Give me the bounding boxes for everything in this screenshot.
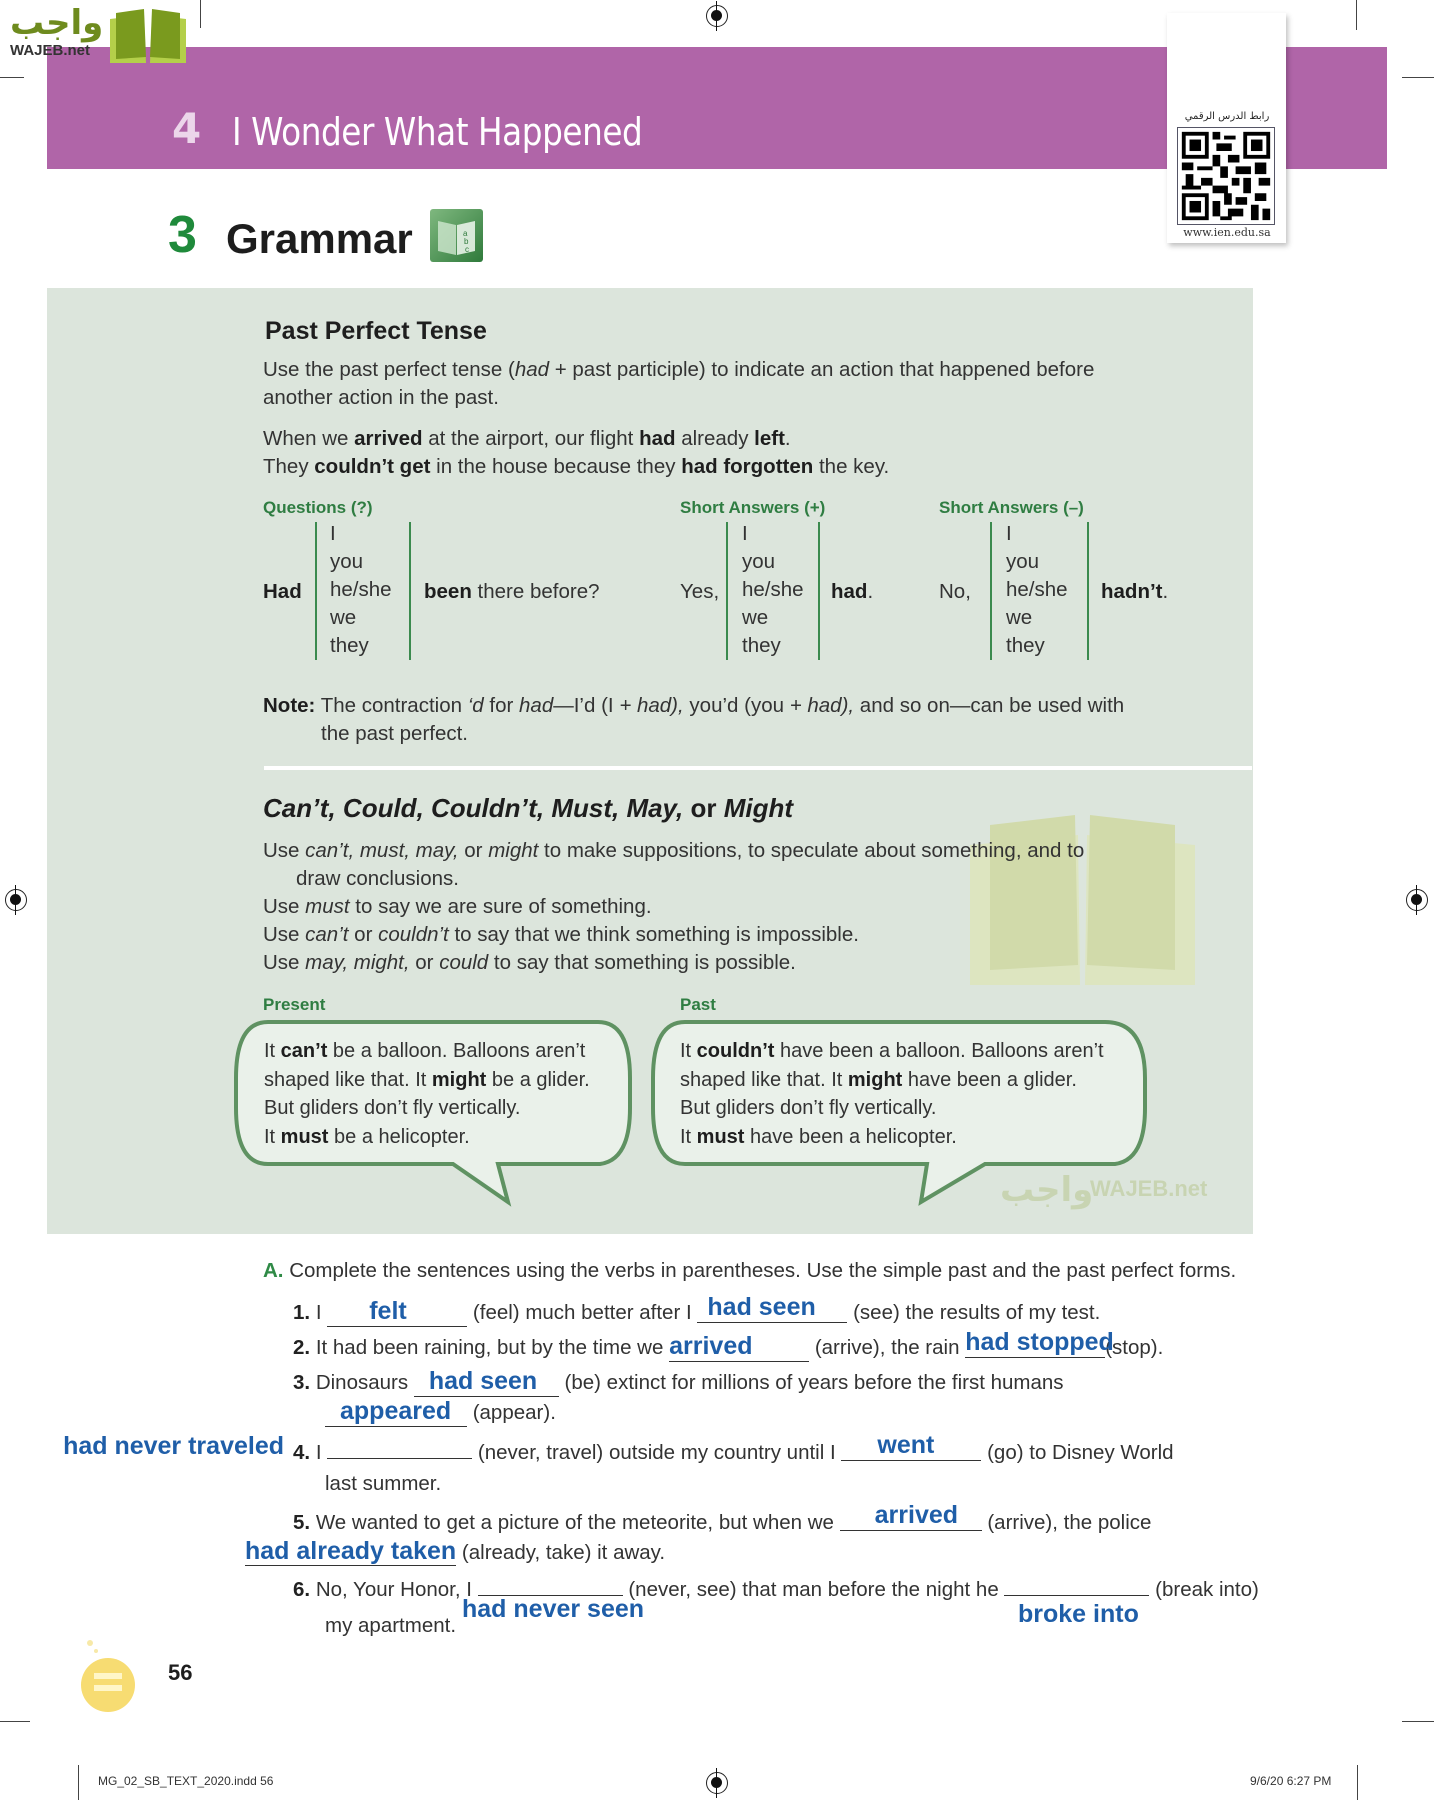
text: Might [723, 793, 794, 823]
answer-blank[interactable] [325, 1397, 467, 1427]
answer-blank[interactable] [840, 1501, 982, 1531]
text: Complete the sentences using the verbs in parentheses. Use the simple past and the past perfect forms. [289, 1259, 1237, 1282]
text: —I’d (I [553, 694, 620, 717]
answer: arrived [669, 1332, 753, 1360]
pronoun-list [330, 520, 392, 660]
table-divider [726, 522, 728, 660]
text: + had), [619, 694, 684, 717]
text: Dinosaurs [315, 1371, 409, 1394]
item-number: 2. [293, 1336, 311, 1359]
text: had [519, 694, 554, 717]
item-number: 6. [293, 1578, 311, 1601]
pronoun: you [1006, 550, 1040, 573]
qr-url[interactable]: www.ien.edu.sa [1183, 226, 1271, 239]
watermark-arabic: واجب [1000, 1170, 1094, 1210]
registration-mark-icon [5, 889, 27, 911]
exercise-item [293, 1367, 1064, 1397]
text: (arrive), the rain [814, 1336, 960, 1359]
answer: appeared [340, 1397, 452, 1425]
text: couldn’t [378, 923, 449, 946]
text: Use [263, 895, 306, 918]
exercise-item [293, 1578, 1259, 1602]
crop-mark [200, 0, 201, 28]
pronoun: they [1006, 634, 1045, 657]
text: It [680, 1040, 697, 1062]
text: had [639, 427, 676, 450]
answer: arrived [874, 1501, 959, 1529]
table-divider [315, 522, 317, 660]
text: to say we are sure of something. [349, 895, 652, 918]
crop-mark [1402, 1721, 1434, 1722]
text: (already, take) it away. [461, 1541, 666, 1564]
text: (see) the results of my test. [853, 1301, 1101, 1324]
text: couldn’t get [314, 455, 431, 478]
answer-blank[interactable] [327, 1297, 467, 1327]
text: Use [263, 839, 306, 862]
pronoun: he/she [742, 578, 804, 601]
text: and so on—can be used with [854, 694, 1125, 717]
text: They [263, 455, 315, 478]
text: We wanted to get a picture of the meteorite, but when we [315, 1511, 834, 1534]
section-divider [264, 766, 1252, 770]
text: be a glider. [486, 1068, 590, 1091]
text: be a helicopter. [328, 1125, 470, 1148]
past-perfect-title: Past Perfect Tense [265, 317, 487, 345]
yes-lead: Yes, [680, 580, 720, 603]
short-answers-negative-heading: Short Answers (–) [939, 498, 1084, 517]
page-tab-icon [76, 1635, 140, 1715]
abc-book-icon [430, 209, 483, 262]
pronoun: I [1006, 522, 1012, 545]
text: my apartment. [325, 1614, 457, 1637]
exercise-item-continuation [245, 1537, 665, 1566]
text: have been a helicopter. [744, 1125, 957, 1148]
pronoun: we [742, 606, 769, 629]
text: shaped like that. It [680, 1068, 848, 1091]
yes-tail [831, 578, 873, 606]
answer: felt [369, 1297, 407, 1325]
answer-blank[interactable] [669, 1332, 809, 1362]
text: already [675, 427, 755, 450]
section-number: 3 [168, 206, 197, 264]
text: Can’t, Could, Couldn’t, Must, May, [263, 793, 684, 823]
questions-heading: Questions (?) [263, 498, 373, 517]
crop-mark [1402, 77, 1434, 78]
table-divider [409, 522, 411, 660]
text: or [683, 793, 724, 823]
text: there before? [471, 580, 600, 603]
exercise-item [293, 1501, 1152, 1537]
exercise-item [293, 1328, 1164, 1362]
pronoun: they [330, 634, 369, 657]
pronoun: they [742, 634, 781, 657]
crop-mark [0, 77, 24, 78]
past-perfect-examples [263, 425, 1163, 481]
text: must [305, 895, 350, 918]
answer: had never seen [462, 1595, 645, 1623]
wajeb-logo [10, 3, 104, 59]
question-tail [424, 578, 600, 606]
table-divider [990, 522, 992, 660]
logo-arabic: واجب [10, 3, 104, 43]
item-number: 3. [293, 1371, 311, 1394]
pronoun: you [330, 550, 364, 573]
answer: had stopped [965, 1328, 1114, 1356]
text: . [867, 580, 874, 603]
text: may, might, [305, 951, 410, 974]
item-number: 5. [293, 1511, 311, 1534]
text: can’t [305, 923, 349, 946]
text: . [1162, 580, 1169, 603]
text: ‘d [467, 694, 484, 717]
answer-blank[interactable] [965, 1328, 1114, 1358]
text: It [264, 1040, 281, 1062]
text: the key. [813, 455, 890, 478]
text: draw conclusions. [296, 867, 459, 890]
pronoun: we [330, 606, 357, 629]
text: to say that we think something is impossible. [448, 923, 859, 946]
text: have been a glider. [902, 1068, 1077, 1091]
text: But gliders don’t fly vertically. [680, 1097, 937, 1119]
present-bubble-text [264, 1037, 624, 1151]
text: arrived [354, 427, 423, 450]
exercise-instruction [263, 1259, 1434, 1283]
qr-label: رابط الدرس الرقمي [1184, 111, 1270, 122]
answer-blank[interactable] [327, 1458, 472, 1459]
pronoun: I [742, 522, 748, 545]
text: Use [263, 951, 306, 974]
past-bubble-text [680, 1037, 1140, 1151]
text: It [264, 1125, 281, 1148]
past-label: Past [680, 995, 716, 1014]
exercise-item [293, 1431, 1174, 1467]
crop-mark [78, 1765, 79, 1800]
registration-mark-icon [706, 1772, 728, 1794]
svg-text:b: b [464, 237, 469, 246]
text: But gliders don’t fly vertically. [264, 1097, 521, 1119]
text: (stop). [1105, 1336, 1164, 1359]
text: + past participle) to indicate an action that happened before [549, 358, 1095, 381]
unit-title: I Wonder What Happened [232, 110, 643, 154]
text: Use the past perfect tense ( [263, 358, 515, 381]
text: another action in the past. [263, 386, 499, 409]
text: might [431, 1068, 487, 1091]
svg-text:c: c [465, 245, 469, 254]
text: left [754, 427, 785, 450]
text: (arrive), the police [987, 1511, 1152, 1534]
note [263, 692, 1213, 748]
pronoun: I [330, 522, 336, 545]
crop-mark [1356, 0, 1357, 30]
crop-mark [1357, 1765, 1358, 1800]
text: (break into) [1155, 1578, 1259, 1601]
text: to say that something is possible. [488, 951, 796, 974]
answer: had seen [428, 1367, 538, 1395]
qr-code-icon[interactable] [1177, 127, 1275, 225]
answer-blank[interactable] [1004, 1595, 1149, 1596]
text: at the airport, our flight [422, 427, 640, 450]
exercise-item-continuation [325, 1397, 556, 1427]
text: It [680, 1125, 697, 1148]
answer: went [877, 1431, 935, 1459]
short-answers-positive-heading: Short Answers (+) [680, 498, 826, 517]
footer-file: MG_02_SB_TEXT_2020.indd 56 [98, 1774, 274, 1788]
answer: had never traveled [63, 1432, 284, 1460]
text: be a balloon. Balloons aren’t [327, 1040, 586, 1062]
unit-number: 4 [172, 104, 202, 153]
text: last summer. [325, 1472, 442, 1495]
text: must [696, 1125, 745, 1148]
text: couldn’t [696, 1040, 775, 1062]
pronoun: you [742, 550, 776, 573]
answer-blank[interactable] [841, 1431, 981, 1461]
no-lead: No, [939, 580, 971, 603]
text: hadn’t [1101, 580, 1163, 603]
text: (go) to Disney World [987, 1441, 1174, 1464]
text: Use [263, 923, 306, 946]
text: I [315, 1441, 322, 1464]
no-tail [1101, 578, 1168, 606]
page-number: 56 [168, 1660, 193, 1685]
question-lead: Had [263, 580, 302, 603]
text: It had been raining, but by the time we [315, 1336, 664, 1359]
text: could [439, 951, 489, 974]
answer[interactable]: had already taken [245, 1537, 457, 1565]
item-number: 1. [293, 1301, 311, 1324]
text: shaped like that. It [264, 1068, 432, 1091]
crop-mark [0, 1721, 30, 1722]
answer: broke into [1018, 1600, 1139, 1628]
text: (never, travel) outside my country until I [477, 1441, 836, 1464]
text: must [280, 1125, 329, 1148]
pronoun: we [1006, 606, 1033, 629]
pronoun-list [742, 520, 804, 660]
registration-mark-icon [1406, 889, 1428, 911]
text: might [847, 1068, 903, 1091]
exercise-letter: A. [263, 1259, 284, 1282]
text: can’t [280, 1040, 328, 1062]
text: had forgotten [681, 455, 814, 478]
exercise-item [293, 1293, 1101, 1327]
text: have been a balloon. Balloons aren’t [774, 1040, 1104, 1062]
answer-blank[interactable] [697, 1293, 847, 1323]
note-label: Note: [263, 694, 316, 717]
text: the past perfect. [321, 722, 469, 745]
footer-timestamp: 9/6/20 6:27 PM [1250, 1774, 1332, 1788]
text: The contraction [315, 694, 468, 717]
text: . [784, 427, 791, 450]
table-divider [1087, 522, 1089, 660]
registration-mark-icon [706, 5, 728, 27]
text: (appear). [472, 1401, 556, 1424]
text: had [514, 358, 550, 381]
text: No, Your Honor, I [315, 1578, 472, 1601]
text: (be) extinct for millions of years before the first humans [564, 1371, 1064, 1394]
text: When we [263, 427, 355, 450]
answer-blank[interactable] [414, 1367, 559, 1397]
section-title: Grammar [226, 215, 413, 262]
text: you’d (you [683, 694, 790, 717]
text: I [315, 1301, 322, 1324]
text: + had), [789, 694, 855, 717]
svg-text:a: a [463, 229, 468, 238]
modals-title [263, 793, 793, 824]
text: been [424, 580, 472, 603]
pronoun-list [1006, 520, 1068, 660]
text: can’t, must, may, [305, 839, 459, 862]
table-divider [818, 522, 820, 660]
text: had [831, 580, 868, 603]
text: (never, see) that man before the night he [628, 1578, 999, 1601]
text: (feel) much better after I [472, 1301, 692, 1324]
present-label: Present [263, 995, 326, 1014]
pronoun: he/she [1006, 578, 1068, 601]
text: or [409, 951, 440, 974]
book-logo-icon [106, 5, 190, 65]
item-number: 4. [293, 1441, 311, 1464]
pronoun: he/she [330, 578, 392, 601]
text: or [458, 839, 489, 862]
answer: had seen [707, 1293, 816, 1321]
text: for [483, 694, 520, 717]
text: or [348, 923, 379, 946]
text: to make suppositions, to speculate about something, and to [538, 839, 1085, 862]
past-perfect-intro [263, 356, 1163, 412]
text: might [488, 839, 539, 862]
modals-rules [263, 837, 1213, 977]
text: in the house because they [430, 455, 682, 478]
watermark-latin: WAJEB.net [1090, 1176, 1208, 1201]
logo-latin: WAJEB.net [10, 42, 91, 59]
